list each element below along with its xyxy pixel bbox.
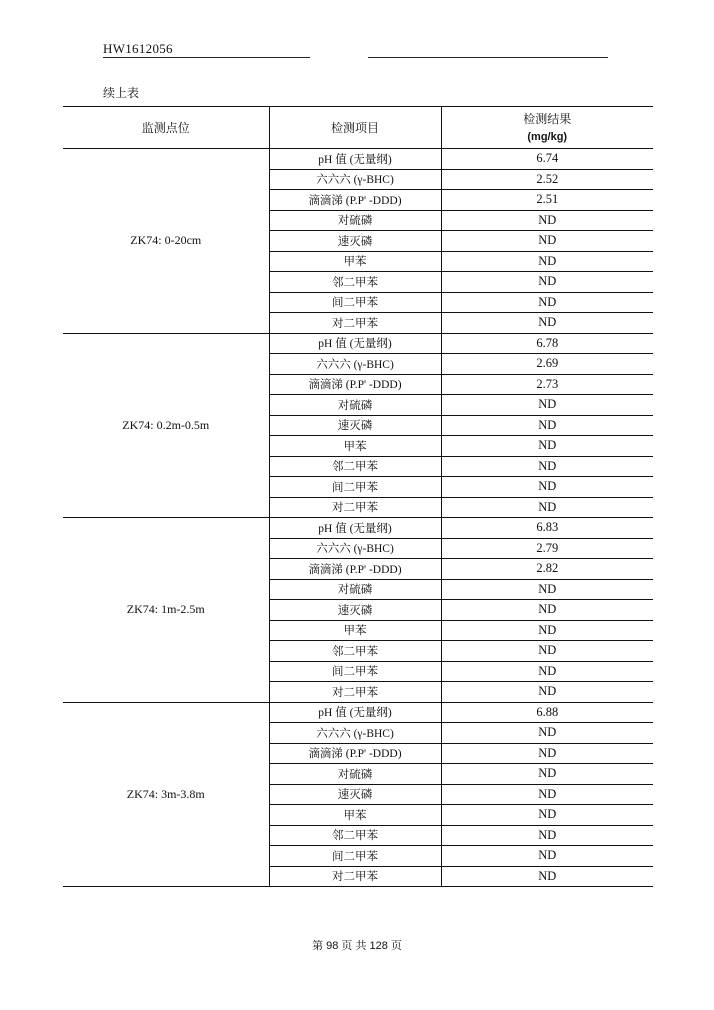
result-cell: ND	[441, 251, 653, 272]
item-cell: 邻二甲苯	[269, 456, 441, 477]
result-cell: ND	[441, 210, 653, 231]
item-cell: 甲苯	[269, 805, 441, 826]
result-cell: 6.78	[441, 333, 653, 354]
result-cell: ND	[441, 436, 653, 457]
item-cell: 滴滴涕 (P.P' -DDD)	[269, 374, 441, 395]
item-cell: pH 值 (无量纲)	[269, 149, 441, 170]
table-body	[63, 149, 653, 887]
item-cell: 间二甲苯	[269, 477, 441, 498]
header-result	[441, 107, 653, 149]
item-cell: 六六六 (γ-BHC)	[269, 169, 441, 190]
result-cell: ND	[441, 764, 653, 785]
item-cell: 对二甲苯	[269, 866, 441, 887]
result-cell: 2.79	[441, 538, 653, 559]
result-cell: ND	[441, 415, 653, 436]
results-table	[63, 106, 653, 887]
location-cell: ZK74: 1m-2.5m	[63, 518, 269, 703]
result-cell: ND	[441, 682, 653, 703]
item-cell: 滴滴涕 (P.P' -DDD)	[269, 743, 441, 764]
item-cell: 邻二甲苯	[269, 641, 441, 662]
item-cell: pH 值 (无量纲)	[269, 702, 441, 723]
item-cell: 对二甲苯	[269, 497, 441, 518]
result-cell: ND	[441, 600, 653, 621]
location-cell: ZK74: 0-20cm	[63, 149, 269, 334]
header-rule-left	[103, 57, 310, 58]
table-row	[63, 518, 653, 539]
table-row	[63, 702, 653, 723]
item-cell: pH 值 (无量纲)	[269, 518, 441, 539]
page-number: 第 98 页 共 128 页	[312, 940, 402, 952]
item-cell: 间二甲苯	[269, 846, 441, 867]
header-item: 检测项目	[269, 107, 441, 149]
result-cell: ND	[441, 620, 653, 641]
item-cell: 对二甲苯	[269, 313, 441, 334]
header-location: 监测点位	[63, 107, 269, 149]
item-cell: pH 值 (无量纲)	[269, 333, 441, 354]
item-cell: 滴滴涕 (P.P' -DDD)	[269, 559, 441, 580]
result-cell: ND	[441, 292, 653, 313]
item-cell: 对硫磷	[269, 764, 441, 785]
table-caption: 续上表	[103, 86, 140, 100]
result-cell: ND	[441, 805, 653, 826]
result-cell: ND	[441, 477, 653, 498]
result-cell: 2.69	[441, 354, 653, 375]
result-cell: ND	[441, 641, 653, 662]
result-cell: ND	[441, 456, 653, 477]
table-header-row	[63, 107, 653, 149]
result-cell: 6.83	[441, 518, 653, 539]
result-cell: 2.52	[441, 169, 653, 190]
result-cell: 6.74	[441, 149, 653, 170]
item-cell: 六六六 (γ-BHC)	[269, 538, 441, 559]
result-cell: 2.82	[441, 559, 653, 580]
table-row	[63, 333, 653, 354]
header-result-unit: (mg/kg)	[527, 130, 568, 143]
result-cell: ND	[441, 661, 653, 682]
item-cell: 甲苯	[269, 251, 441, 272]
item-cell: 速灭磷	[269, 600, 441, 621]
table-row	[63, 149, 653, 170]
item-cell: 甲苯	[269, 436, 441, 457]
result-cell: ND	[441, 723, 653, 744]
location-cell: ZK74: 3m-3.8m	[63, 702, 269, 887]
result-cell: 2.73	[441, 374, 653, 395]
result-cell: ND	[441, 272, 653, 293]
item-cell: 对二甲苯	[269, 682, 441, 703]
item-cell: 对硫磷	[269, 210, 441, 231]
item-cell: 间二甲苯	[269, 292, 441, 313]
result-cell: ND	[441, 866, 653, 887]
item-cell: 六六六 (γ-BHC)	[269, 723, 441, 744]
item-cell: 邻二甲苯	[269, 272, 441, 293]
item-cell: 滴滴涕 (P.P' -DDD)	[269, 190, 441, 211]
report-code: HW1612056	[103, 41, 173, 56]
result-cell: ND	[441, 784, 653, 805]
result-cell: ND	[441, 313, 653, 334]
location-cell: ZK74: 0.2m-0.5m	[63, 333, 269, 518]
item-cell: 邻二甲苯	[269, 825, 441, 846]
item-cell: 对硫磷	[269, 395, 441, 416]
item-cell: 速灭磷	[269, 231, 441, 252]
result-cell: 6.88	[441, 702, 653, 723]
item-cell: 六六六 (γ-BHC)	[269, 354, 441, 375]
item-cell: 间二甲苯	[269, 661, 441, 682]
item-cell: 对硫磷	[269, 579, 441, 600]
item-cell: 甲苯	[269, 620, 441, 641]
item-cell: 速灭磷	[269, 784, 441, 805]
header-rule-right	[368, 57, 608, 58]
result-cell: ND	[441, 743, 653, 764]
result-cell: ND	[441, 846, 653, 867]
result-cell: ND	[441, 231, 653, 252]
header-result-label: 检测结果	[523, 111, 572, 126]
result-cell: ND	[441, 395, 653, 416]
result-cell: ND	[441, 497, 653, 518]
item-cell: 速灭磷	[269, 415, 441, 436]
result-cell: 2.51	[441, 190, 653, 211]
result-cell: ND	[441, 579, 653, 600]
result-cell: ND	[441, 825, 653, 846]
